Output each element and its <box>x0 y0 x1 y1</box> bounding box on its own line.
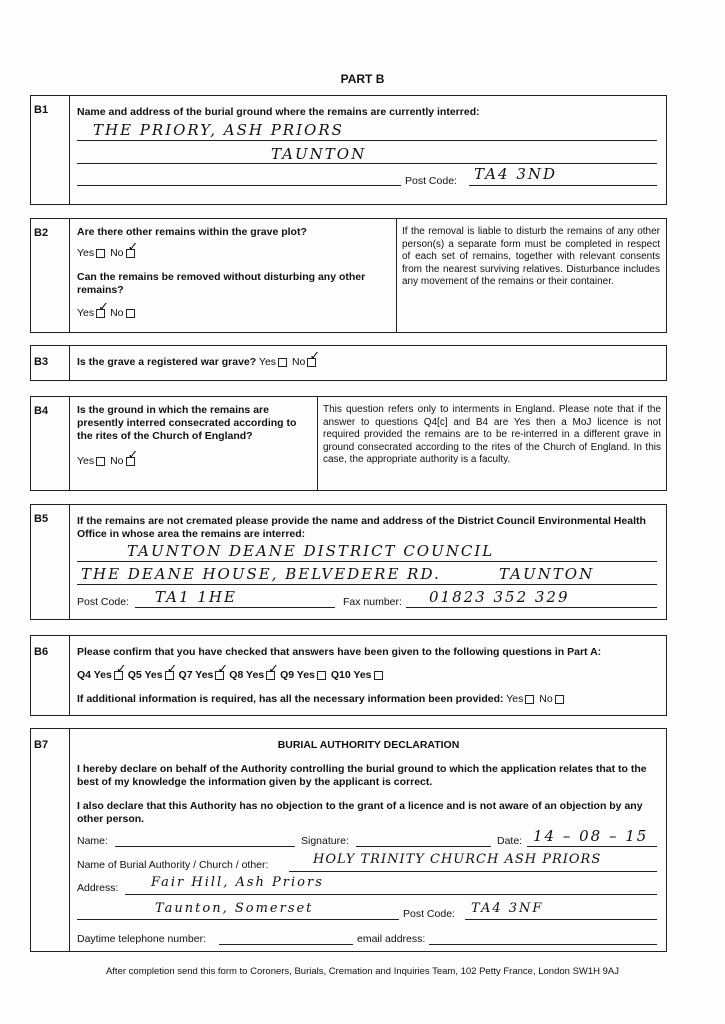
b6-checklist: Q4 Yes✓ Q5 Yes✓ Q7 Yes✓ Q8 Yes✓ Q9 Yes Q10 Yes <box>77 669 385 682</box>
b3-yes-checkbox[interactable] <box>278 358 287 367</box>
section-b7 <box>30 728 667 952</box>
b2-note: If the removal is liable to disturb the remains of any other person(s) a separate form must be completed in respect of each set of remains, together with relevant consents from the nearest surviving relatives. Disturbance includes any movement of the remains or their container. <box>402 226 660 287</box>
b4-answer: Yes No✓ <box>77 455 137 468</box>
b3-no-checkbox[interactable] <box>307 358 316 367</box>
q10-yes-checkbox[interactable] <box>374 671 383 680</box>
footer-instructions: After completion send this form to Coroners, Burials, Cremation and Inquiries Team, 102 Petty France, London SW1H 9AJ <box>105 966 620 977</box>
q8-yes-checkbox[interactable] <box>266 671 275 680</box>
b7-authority-label: Name of Burial Authority / Church / other: <box>77 859 269 871</box>
b7-address-line1: Fair Hill, Ash Priors <box>151 875 324 890</box>
q4-yes-checkbox[interactable] <box>114 671 123 680</box>
b2-question-2: Can the remains be removed without disturbing any other remains? <box>77 271 366 296</box>
b7-date-value: 14 – 08 – 15 <box>533 827 649 845</box>
section-code: B2 <box>34 227 49 239</box>
b7-declaration-2: I also declare that this Authority has no objection to the grant of a licence and is not aware of an objection by any other person. <box>77 800 643 825</box>
b7-date-label: Date: <box>497 835 523 847</box>
b1-handwritten-line2: TAUNTON <box>271 145 367 163</box>
b7-postcode-label: Post Code: <box>403 908 455 920</box>
q9-yes-checkbox[interactable] <box>317 671 326 680</box>
b3-question: Is the grave a registered war grave? <box>77 356 257 368</box>
b7-email-label: email address: <box>357 933 426 945</box>
b7-phone-label: Daytime telephone number: <box>77 933 206 945</box>
b6-additional-yes-checkbox[interactable] <box>525 695 534 704</box>
b4-note: This question refers only to interments in England. Please note that if the answer to questions Q4[c] and B4 are Yes then a MoJ licence is not required provided the remains are to be re-interred in a different grave in ground consecrated according to the rites of the Church of England. In this case, the appropriate authority is a faculty. <box>323 404 661 465</box>
b5-postcode-label: Post Code: <box>77 596 129 608</box>
b6-additional: If additional information is required, has all the necessary information been provided: <box>77 693 504 705</box>
b7-postcode-value: TA4 3NF <box>471 901 544 916</box>
b5-question: If the remains are not cremated please provide the name and address of the District Council Environmental Health Office in whose area the remains are interred: <box>77 515 646 540</box>
q5-yes-checkbox[interactable] <box>165 671 174 680</box>
b5-fax-label: Fax number: <box>343 596 402 608</box>
b5-handwritten-line1: TAUNTON DEANE DISTRICT COUNCIL <box>127 542 495 560</box>
b6-additional-no-checkbox[interactable] <box>555 695 564 704</box>
section-b6 <box>30 635 667 716</box>
q7-yes-checkbox[interactable] <box>215 671 224 680</box>
b5-fax-value: 01823 352 329 <box>429 588 570 606</box>
b7-declaration-1: I hereby declare on behalf of the Authority controlling the burial ground to which the application relates that to the best of my knowledge the information given by the applicant is correct. <box>77 763 647 788</box>
b2-answer-1: Yes No✓ <box>77 247 137 260</box>
b1-question: Name and address of the burial ground where the remains are currently interred: <box>77 106 480 118</box>
b4-yes-checkbox[interactable] <box>96 457 105 466</box>
section-code: B7 <box>34 739 49 751</box>
section-code: B3 <box>34 356 49 368</box>
b2-answer-2: Yes✓ No <box>77 307 137 320</box>
section-b2 <box>30 218 667 333</box>
b7-address-label: Address: <box>77 882 119 894</box>
b2-q1-no-checkbox[interactable] <box>126 249 135 258</box>
b2-q1-yes-checkbox[interactable] <box>96 249 105 258</box>
section-code: B4 <box>34 405 49 417</box>
b2-q2-yes-checkbox[interactable] <box>96 309 105 318</box>
b1-postcode-label: Post Code: <box>405 175 457 187</box>
b5-handwritten-line2a: THE DEANE HOUSE, BELVEDERE RD. <box>81 565 441 583</box>
b7-address-line2: Taunton, Somerset <box>155 901 314 916</box>
b1-postcode-value: TA4 3ND <box>474 165 558 183</box>
b3-question-row: Is the grave a registered war grave? Yes No✓ <box>77 356 318 369</box>
b2-q2-no-checkbox[interactable] <box>126 309 135 318</box>
section-code: B5 <box>34 513 49 525</box>
b7-heading: BURIAL AUTHORITY DECLARATION <box>277 739 460 751</box>
b4-question: Is the ground in which the remains are presently interred consecrated according to the rites of the Church of England? <box>77 404 297 442</box>
section-code: B6 <box>34 646 49 658</box>
b2-question-1: Are there other remains within the grave plot? <box>77 226 307 238</box>
b7-signature-label: Signature: <box>301 835 349 847</box>
b5-postcode-value: TA1 1HE <box>155 588 237 606</box>
section-b1 <box>30 95 667 205</box>
section-b4 <box>30 396 667 491</box>
b7-name-label: Name: <box>77 835 108 847</box>
section-b5 <box>30 504 667 620</box>
b6-additional-row: If additional information is required, has all the necessary information been provided: Yes No <box>77 693 566 706</box>
b5-handwritten-line2b: TAUNTON <box>499 565 595 583</box>
b6-question: Please confirm that you have checked that answers have been given to the following questions in Part A: <box>77 646 602 658</box>
b1-handwritten-line1: THE PRIORY, ASH PRIORS <box>93 121 344 139</box>
b7-authority-value: HOLY TRINITY CHURCH ASH PRIORS <box>313 852 602 867</box>
section-code: B1 <box>34 104 49 116</box>
part-title: PART B <box>340 72 385 86</box>
b4-no-checkbox[interactable] <box>126 457 135 466</box>
section-b3 <box>30 345 667 381</box>
